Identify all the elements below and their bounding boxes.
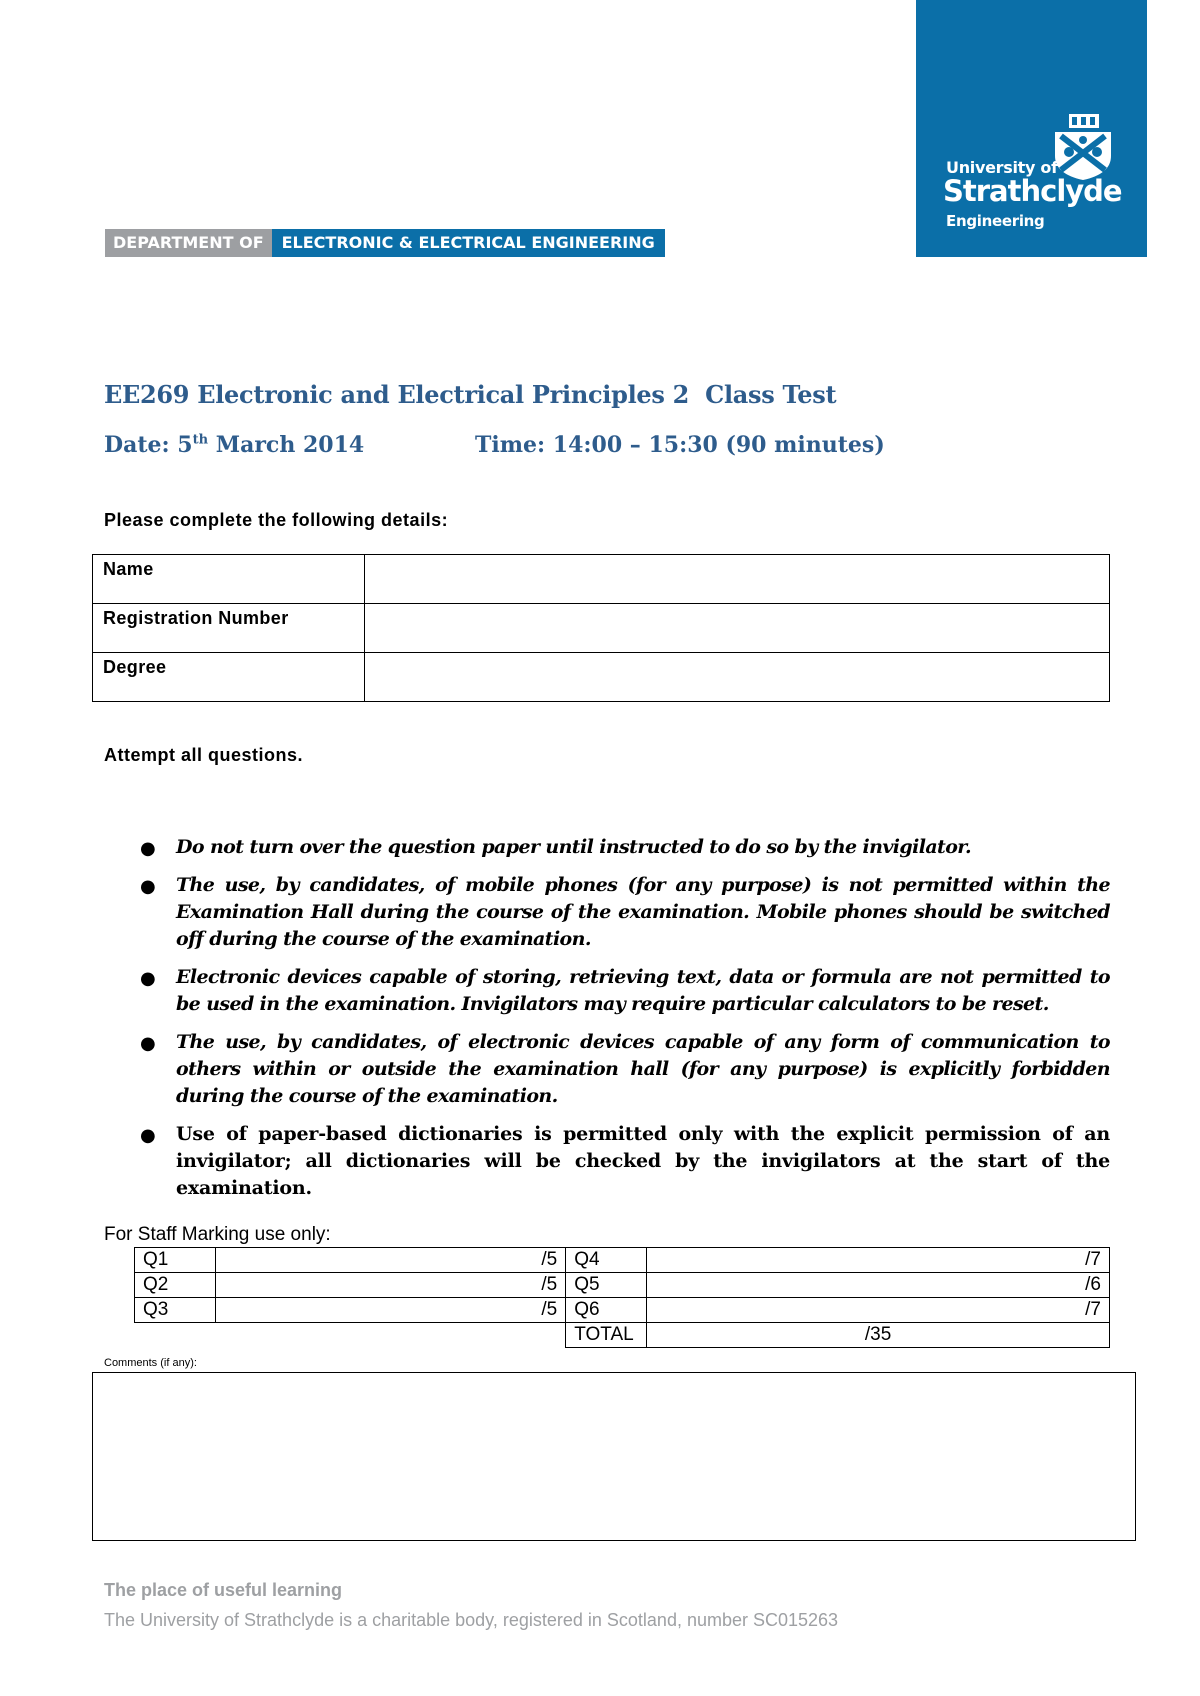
registration-number-field[interactable] [365,604,1110,653]
rule-item [130,872,1110,953]
name-field[interactable] [365,555,1110,604]
question-mark: /7 [647,1298,1110,1323]
department-name: ELECTRONIC & ELECTRICAL ENGINEERING [272,229,665,257]
rule-item [130,964,1110,1018]
rule-text: The use, by candidates, of mobile phones (for any purpose) is not permitted within the Examination Hall during the course of the examination. Mobile phones should be switched off during the course of the examination. [176,874,1110,950]
marking-row [135,1298,1110,1323]
logo-line-strathclyde: Strathclyde [943,174,1122,208]
question-label: Q3 [135,1298,216,1323]
question-label: Q4 [566,1248,647,1273]
department-prefix: DEPARTMENT OF [105,229,272,257]
degree-field[interactable] [365,653,1110,702]
exam-date-ordinal: th [192,432,209,448]
question-mark: /7 [647,1248,1110,1273]
university-logo [916,0,1147,257]
marking-row [135,1273,1110,1298]
question-mark: /6 [647,1273,1110,1298]
department-banner [105,229,665,257]
bullet-icon: ● [140,1033,156,1054]
comments-box[interactable] [92,1372,1136,1541]
total-label: TOTAL [566,1323,647,1348]
footer-motto: The place of useful learning [104,1580,343,1600]
rule-item [130,1029,1110,1110]
question-label: Q2 [135,1273,216,1298]
staff-marking-label: For Staff Marking use only: [104,1224,331,1245]
marking-row [135,1248,1110,1273]
exam-time: Time: 14:00 – 15:30 (90 minutes) [475,432,885,458]
bullet-icon: ● [140,1125,156,1146]
logo-line-engineering: Engineering [946,212,1045,230]
rule-text: The use, by candidates, of electronic devices capable of any form of communication to others within or outside the examination hall (for any purpose) is explicitly forbidden during the course of the examination. [176,1031,1110,1107]
exam-date-prefix: Date: 5 [104,432,193,458]
footer-charity-note: The University of Strathclyde is a charitable body, registered in Scotland, number SC015263 [104,1610,839,1630]
logo-line-university: University of [946,158,1058,177]
question-mark: /5 [216,1298,566,1323]
rules-list [130,834,1110,1213]
bullet-icon: ● [140,876,156,897]
bullet-icon: ● [140,838,156,859]
question-mark: /5 [216,1273,566,1298]
rule-text: Use of paper-based dictionaries is permitted only with the explicit permission of an invigilator; all dictionaries will be checked by the invigilators at the start of the examination. [176,1123,1110,1199]
exam-date [104,432,364,458]
question-label: Q6 [566,1298,647,1323]
total-mark: /35 [647,1323,1110,1348]
instructions-heading: Attempt all questions. [104,745,304,765]
details-label: Registration Number [93,604,365,653]
blank-cell [135,1323,566,1348]
details-row-degree [93,653,1110,702]
details-label: Name [93,555,365,604]
marking-table [134,1247,1110,1348]
details-prompt: Please complete the following details: [104,510,449,530]
question-label: Q5 [566,1273,647,1298]
details-table [92,554,1110,702]
rule-item [130,1121,1110,1202]
marking-total-row [135,1323,1110,1348]
rule-item [130,834,1110,861]
bullet-icon: ● [140,968,156,989]
rule-text: Do not turn over the question paper until instructed to do so by the invigilator. [176,836,971,858]
details-label: Degree [93,653,365,702]
exam-title: EE269 Electronic and Electrical Principles 2 Class Test [104,380,837,409]
comments-label: Comments (if any): [104,1357,197,1369]
details-row-registration [93,604,1110,653]
details-row-name [93,555,1110,604]
exam-date-suffix: March 2014 [208,432,365,458]
rule-text: Electronic devices capable of storing, retrieving text, data or formula are not permitted to be used in the examination. Invigilators may require particular calculators to be reset. [176,966,1110,1015]
question-mark: /5 [216,1248,566,1273]
question-label: Q1 [135,1248,216,1273]
